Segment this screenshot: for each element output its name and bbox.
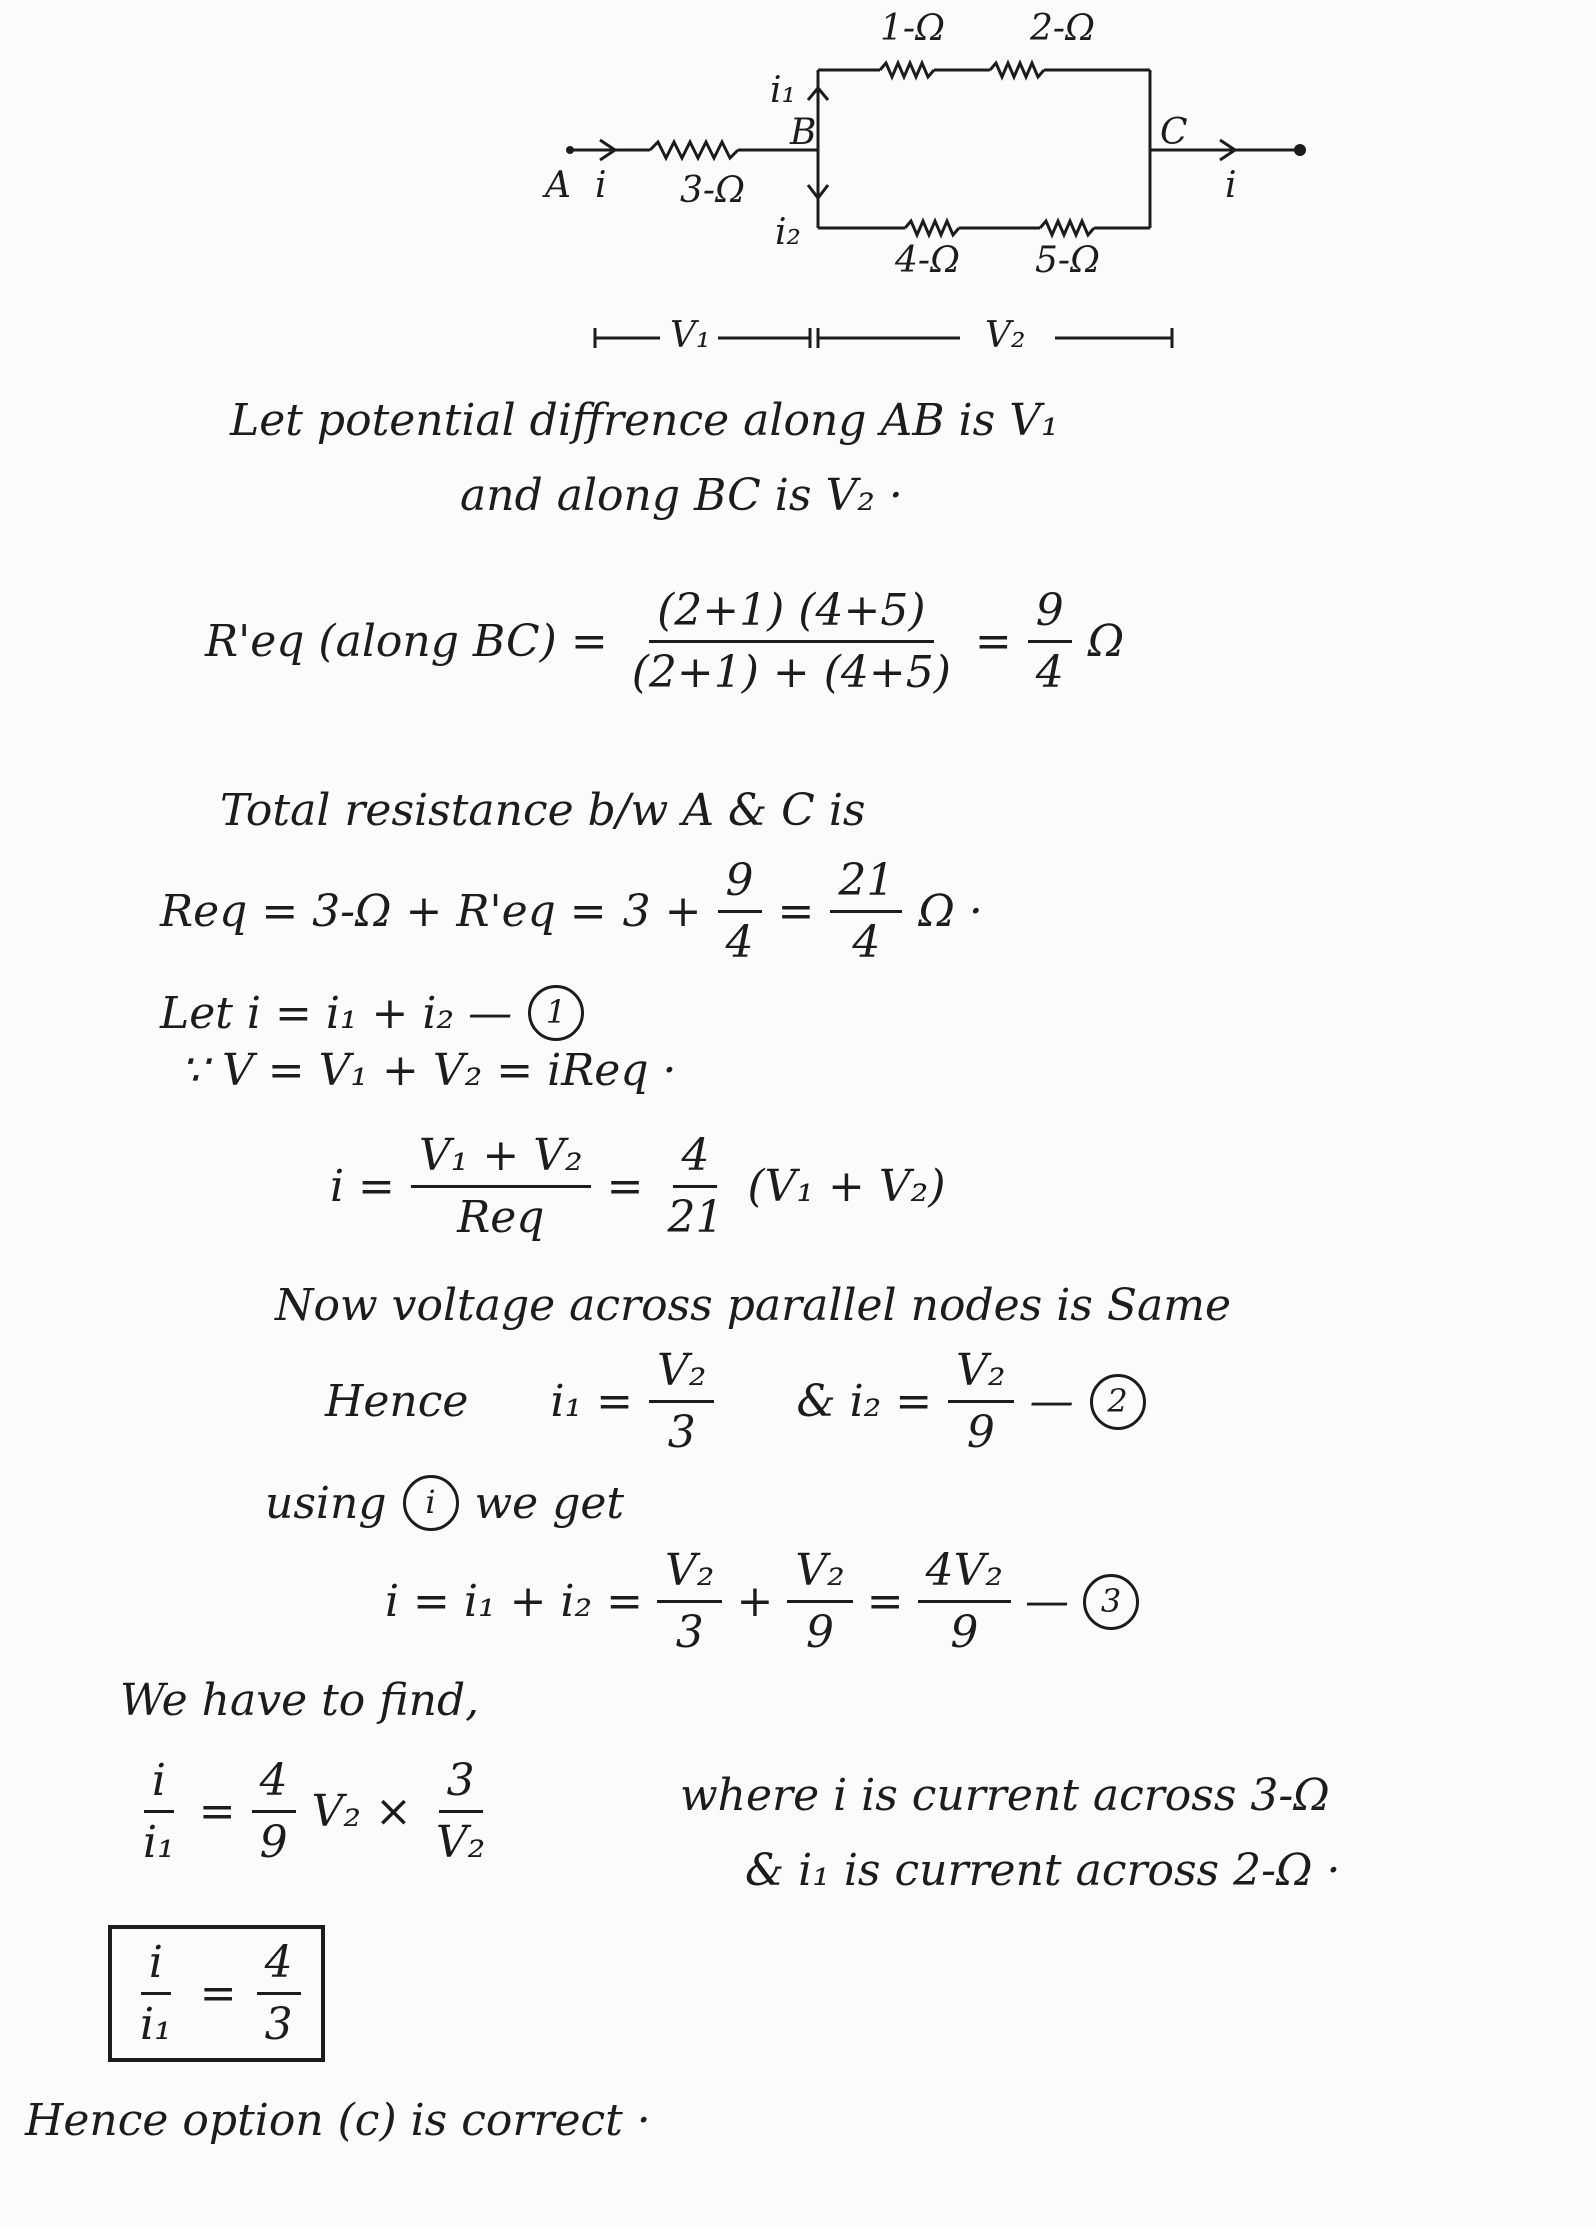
text-line-1: Let potential diffrence along AB is V₁ xyxy=(230,395,1059,446)
equation-because: ∵ V = V₁ + V₂ = iReq · xyxy=(180,1045,677,1096)
equation-i: i = $\frac{\text{V₁ + V₂}}{\text{Req}}$ = $\frac{4}{21}$ (V₁ + V₂) xyxy=(330,1130,946,1243)
label-r-bottom-1: 4-Ω xyxy=(895,240,960,281)
label-current-top: i₁ xyxy=(770,70,796,111)
equation-let-i: Let i = i₁ + i₂ — 1 xyxy=(160,985,584,1041)
label-r-bottom-2: 5-Ω xyxy=(1035,240,1100,281)
fraction-req-bc: $\frac{(2+1) (4+5)}{(2+1) + (4+5)}$ xyxy=(631,585,951,698)
resistor-1ohm xyxy=(880,63,934,77)
label-node-c: C xyxy=(1160,112,1188,153)
equation-number-3: 3 xyxy=(1083,1574,1139,1630)
label-v2: V₂ xyxy=(985,315,1026,356)
label-v1: V₁ xyxy=(670,315,711,356)
label-current-out: i xyxy=(1225,165,1237,206)
text-using: using i we get xyxy=(265,1475,624,1531)
resistor-2ohm xyxy=(990,63,1044,77)
label-r-top-1: 1-Ω xyxy=(880,8,945,49)
equation-sum: i = i₁ + i₂ = $\frac{\text{V₂}}{3}$ + $\frac{\text{V₂}}{9}$ = $\frac{\text{4V₂}}{9}$ — 3 xyxy=(385,1545,1139,1658)
equation-req-bc: R'eq (along BC) = $\frac{(2+1) (4+5)}{(2+1) + (4+5)}$ = $\frac{9}{4}$ Ω xyxy=(205,585,1125,698)
label-r-top-2: 2-Ω xyxy=(1030,8,1095,49)
reference-circle-i: i xyxy=(403,1475,459,1531)
text-total-resistance: Total resistance b/w A & C is xyxy=(220,785,866,836)
text-line-2: and along BC is V₂ · xyxy=(460,470,903,521)
equation-number-1: 1 xyxy=(528,985,584,1041)
label-r-series: 3-Ω xyxy=(680,170,745,211)
resistor-3ohm xyxy=(650,142,738,158)
boxed-result: $\frac{i}{\text{i₁}}$ = $\frac{4}{3}$ xyxy=(108,1925,325,2062)
text-where-line-2: & i₁ is current across 2-Ω · xyxy=(745,1845,1341,1896)
resistor-4ohm xyxy=(905,221,959,235)
circuit-diagram xyxy=(0,0,1596,400)
fraction-req-total-result: $\frac{21}{4}$ xyxy=(830,855,902,968)
text-we-have-to-find: We have to find, xyxy=(120,1675,480,1726)
equation-ratio: $\frac{i}{\text{i₁}}$ = $\frac{4}{9}$ V₂ × $\frac{3}{\text{V₂}}$ xyxy=(143,1755,486,1868)
text-conclusion: Hence option (c) is correct · xyxy=(25,2095,651,2146)
text-now-voltage: Now voltage across parallel nodes is Same xyxy=(275,1280,1231,1331)
equation-req-total: Req = 3-Ω + R'eq = 3 + $\frac{9}{4}$ = $\frac{21}{4}$ Ω · xyxy=(160,855,983,968)
label-node-b: B xyxy=(790,112,817,153)
equation-hence-currents: Hence i₁ = $\frac{\text{V₂}}{3}$ & i₂ = $\frac{\text{V₂}}{9}$ — 2 xyxy=(325,1345,1146,1458)
label-node-a: A xyxy=(545,165,571,206)
resistor-5ohm xyxy=(1040,221,1094,235)
fraction-req-bc-result: $\frac{9}{4}$ xyxy=(1028,585,1072,698)
label-current-bottom: i₂ xyxy=(775,212,801,253)
text-where-line-1: where i is current across 3-Ω xyxy=(680,1770,1330,1821)
equation-number-2: 2 xyxy=(1090,1374,1146,1430)
label-current-in: i xyxy=(595,165,607,206)
